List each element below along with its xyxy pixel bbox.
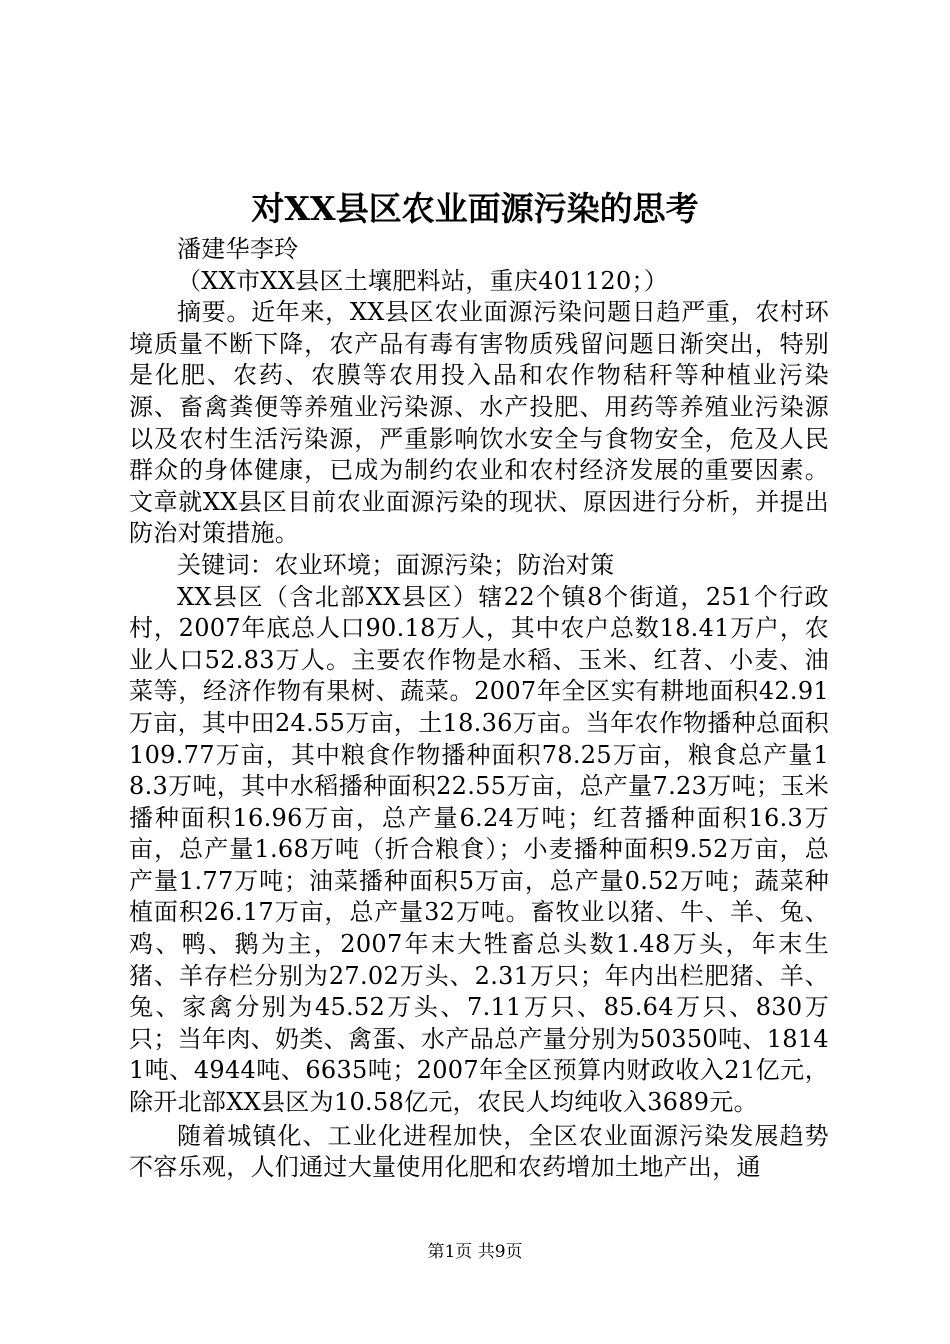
body-paragraph-1: XX县区（含北部XX县区）辖22个镇8个街道，251个行政村，2007年底总人口90.18万人，其中农户总数18.41万户，农业人口52.83万人。主要农作物是水稻、玉米、红苕、小麦、油菜等，经济作物有果树、蔬菜。2007年全区实有耕地面积42.91万亩，其中田24.55万亩，土18.36万亩。当年农作物播种总面积109.77万亩，其中粮食作物播种面积78.25万亩，粮食总产量18.3万吨，其中水稻播种面积22.55万亩，总产量7.23万吨；玉米播种面积16.96万亩，总产量6.24万吨；红苕播种面积16.3万亩，总产量1.68万吨（折合粮食）；小麦播种面积9.52万亩，总产量1.77万吨；油菜播种面积5万亩，总产量0.52万吨；蔬菜种植面积26.17万亩，总产量32万吨。畜牧业以猪、牛、羊、兔、鸡、鸭、鹅为主，2007年末大牲畜总头数1.48万头，年末生猪、羊存栏分别为27.02万头、2.31万只；年内出栏肥猪、羊、兔、家禽分别为45.52万头、7.11万只、85.64万只、830万只；当年肉、奶类、禽蛋、水产品总产量分别为50350吨、18141吨、4944吨、6635吨；2007年全区预算内财政收入21亿元，除开北部XX县区为10.58亿元，农民人均纯收入3689元。 [129,582,829,1117]
keywords-line: 关键词：农业环境；面源污染；防治对策 [177,550,615,579]
affiliation-line: （XX市XX县区土壤肥料站，重庆401120；） [177,266,669,295]
document-title: 对XX县区农业面源污染的思考 [251,189,699,228]
page-footer: 第1页 共9页 [427,1242,523,1262]
document-body [129,234,829,1184]
abstract-paragraph: 摘要。近年来，XX县区农业面源污染问题日趋严重，农村环境质量不断下降，农产品有毒有害物质残留问题日渐突出，特别是化肥、农药、农膜等农用投入品和农作物秸秆等种植业污染源、畜禽粪便等养殖业污染源、水产投肥、用药等养殖业污染源以及农村生活污染源，严重影响饮水安全与食物安全，危及人民群众的身体健康，已成为制约农业和农村经济发展的重要因素。文章就XX县区目前农业面源污染的现状、原因进行分析，并提出防治对策措施。 [129,298,829,548]
author-line: 潘建华李玲 [177,235,299,263]
body-paragraph-2: 随着城镇化、工业化进程加快，全区农业面源污染发展趋势不容乐观，人们通过大量使用化肥和农药增加土地产出，通 [129,1121,829,1182]
